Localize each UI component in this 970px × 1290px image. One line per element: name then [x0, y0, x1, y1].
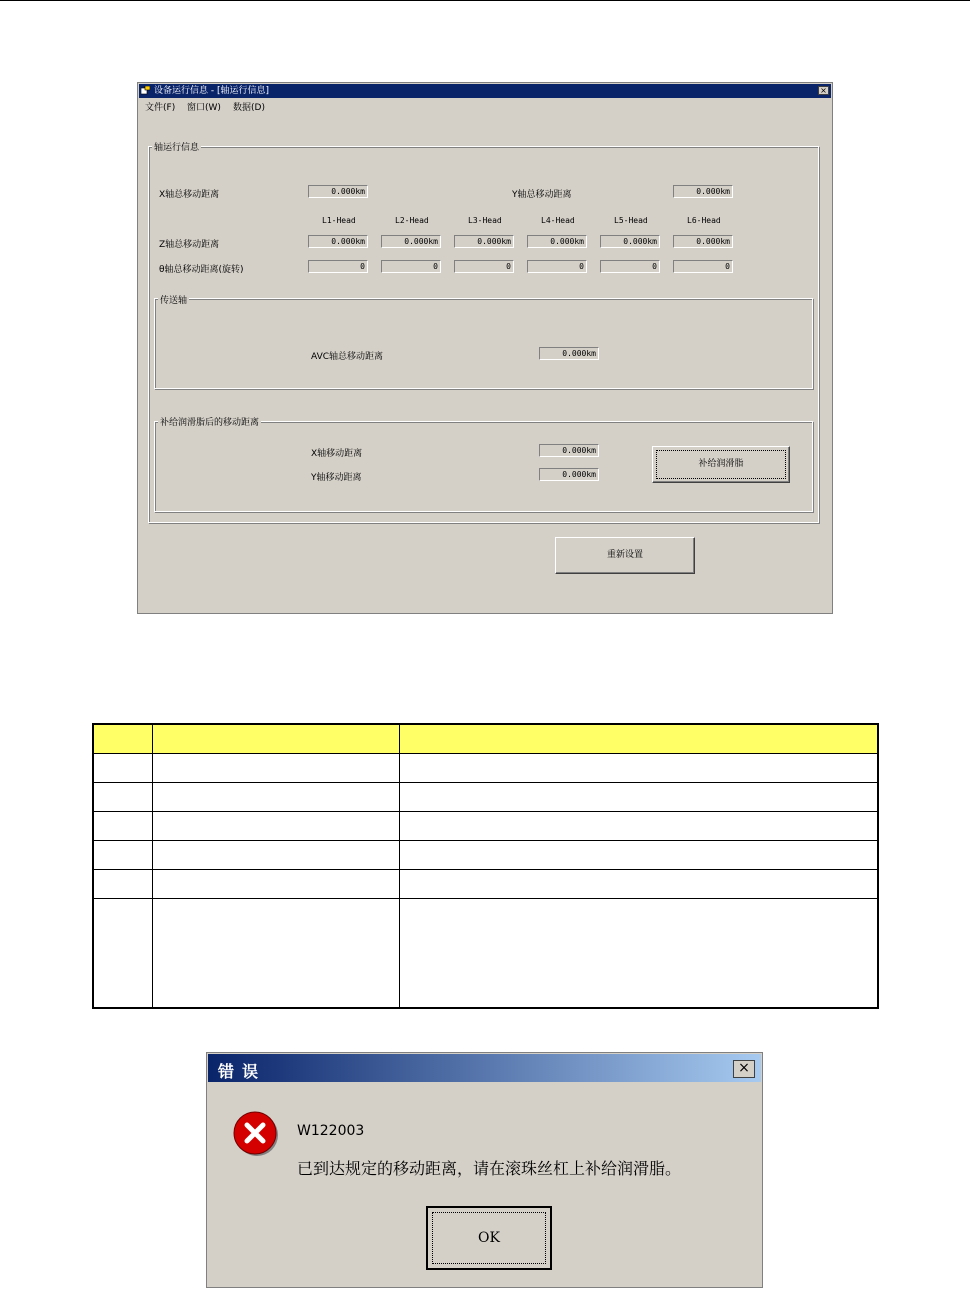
table-cell [93, 899, 153, 1009]
app-icon [141, 86, 150, 95]
avc-total-field: 0.000km [539, 347, 599, 360]
table-cell [93, 812, 153, 841]
axis-info-group-label: 轴运行信息 [152, 140, 201, 153]
z-total-label: Z轴总移动距离 [159, 240, 220, 250]
conveyor-group [154, 298, 813, 389]
head-label-l2: L2-Head [395, 216, 429, 225]
table-row [93, 783, 878, 812]
theta-field-l4: 0 [527, 260, 587, 273]
menu-file[interactable]: 文件(F) [145, 103, 176, 113]
table-row [93, 841, 878, 870]
theta-field-l5: 0 [600, 260, 660, 273]
head-label-l1: L1-Head [322, 216, 356, 225]
table-cell [153, 899, 400, 1009]
table-cell [93, 841, 153, 870]
x-total-field: 0.000km [308, 185, 368, 198]
table-cell [153, 841, 400, 870]
table-cell [400, 899, 879, 1009]
error-message: 已到达规定的移动距离，请在滚珠丝杠上补给润滑脂。 [297, 1159, 682, 1178]
table-cell [153, 754, 400, 783]
x-total-label: X轴总移动距离 [159, 190, 220, 200]
lube-x-label: X轴移动距离 [311, 449, 363, 459]
z-field-l3: 0.000km [454, 235, 514, 248]
theta-field-l2: 0 [381, 260, 441, 273]
lube-x-field: 0.000km [539, 444, 599, 457]
head-label-l3: L3-Head [468, 216, 502, 225]
y-total-label: Y轴总移动距离 [512, 190, 572, 200]
ok-button-label: OK [478, 1230, 500, 1246]
conveyor-group-label: 传送轴 [158, 293, 189, 306]
y-total-field: 0.000km [673, 185, 733, 198]
head-label-l4: L4-Head [541, 216, 575, 225]
grease-supply-button-label: 补给润滑脂 [698, 459, 744, 469]
menu-bar [139, 99, 831, 113]
menu-data[interactable]: 数据(D) [233, 103, 265, 113]
table-cell [93, 754, 153, 783]
lube-y-label: Y轴移动距离 [311, 473, 362, 483]
theta-field-l6: 0 [673, 260, 733, 273]
ok-button[interactable] [426, 1206, 552, 1270]
avc-total-label: AVC轴总移动距离 [311, 352, 384, 362]
table-cell [153, 783, 400, 812]
table-cell [153, 870, 400, 899]
table-header-row [93, 724, 878, 754]
table-header-cell [153, 724, 400, 754]
error-icon [233, 1111, 279, 1157]
table-row [93, 870, 878, 899]
table-cell [93, 870, 153, 899]
table-header-cell [400, 724, 879, 754]
error-dialog-title-bar[interactable] [208, 1054, 761, 1082]
table-cell [93, 783, 153, 812]
z-field-l2: 0.000km [381, 235, 441, 248]
lube-group-label: 补给润滑脂后的移动距离 [158, 415, 261, 428]
table-cell [153, 812, 400, 841]
focus-rect [432, 1212, 546, 1264]
table-header-cell [93, 724, 153, 754]
page-top-rule [0, 0, 970, 1]
z-field-l1: 0.000km [308, 235, 368, 248]
window-title: 设备运行信息 - [轴运行信息] [154, 86, 269, 96]
theta-field-l3: 0 [454, 260, 514, 273]
table-cell [400, 754, 879, 783]
table-cell [400, 870, 879, 899]
reset-button-label: 重新设置 [606, 550, 643, 560]
close-icon[interactable]: × [818, 86, 829, 95]
table-cell [400, 783, 879, 812]
menu-window[interactable]: 窗口(W) [187, 103, 221, 113]
close-icon[interactable]: × [733, 1060, 755, 1078]
table-cell [400, 812, 879, 841]
error-code: W122003 [297, 1123, 365, 1139]
table-row [93, 754, 878, 783]
grease-supply-button[interactable] [652, 446, 790, 483]
z-field-l4: 0.000km [527, 235, 587, 248]
error-dialog-title: 错误 [218, 1062, 267, 1081]
theta-field-l1: 0 [308, 260, 368, 273]
z-field-l5: 0.000km [600, 235, 660, 248]
z-field-l6: 0.000km [673, 235, 733, 248]
reset-button[interactable] [555, 537, 695, 574]
error-dialog [206, 1052, 763, 1288]
theta-total-label: θ轴总移动距离(旋转) [159, 265, 244, 275]
window-title-bar[interactable] [139, 84, 831, 98]
table-cell [400, 841, 879, 870]
lube-y-field: 0.000km [539, 468, 599, 481]
description-table [92, 723, 879, 1009]
device-info-window [137, 82, 833, 614]
focus-rect [656, 450, 786, 479]
head-label-l5: L5-Head [614, 216, 648, 225]
head-label-l6: L6-Head [687, 216, 721, 225]
table-row [93, 899, 878, 1009]
table-row [93, 812, 878, 841]
